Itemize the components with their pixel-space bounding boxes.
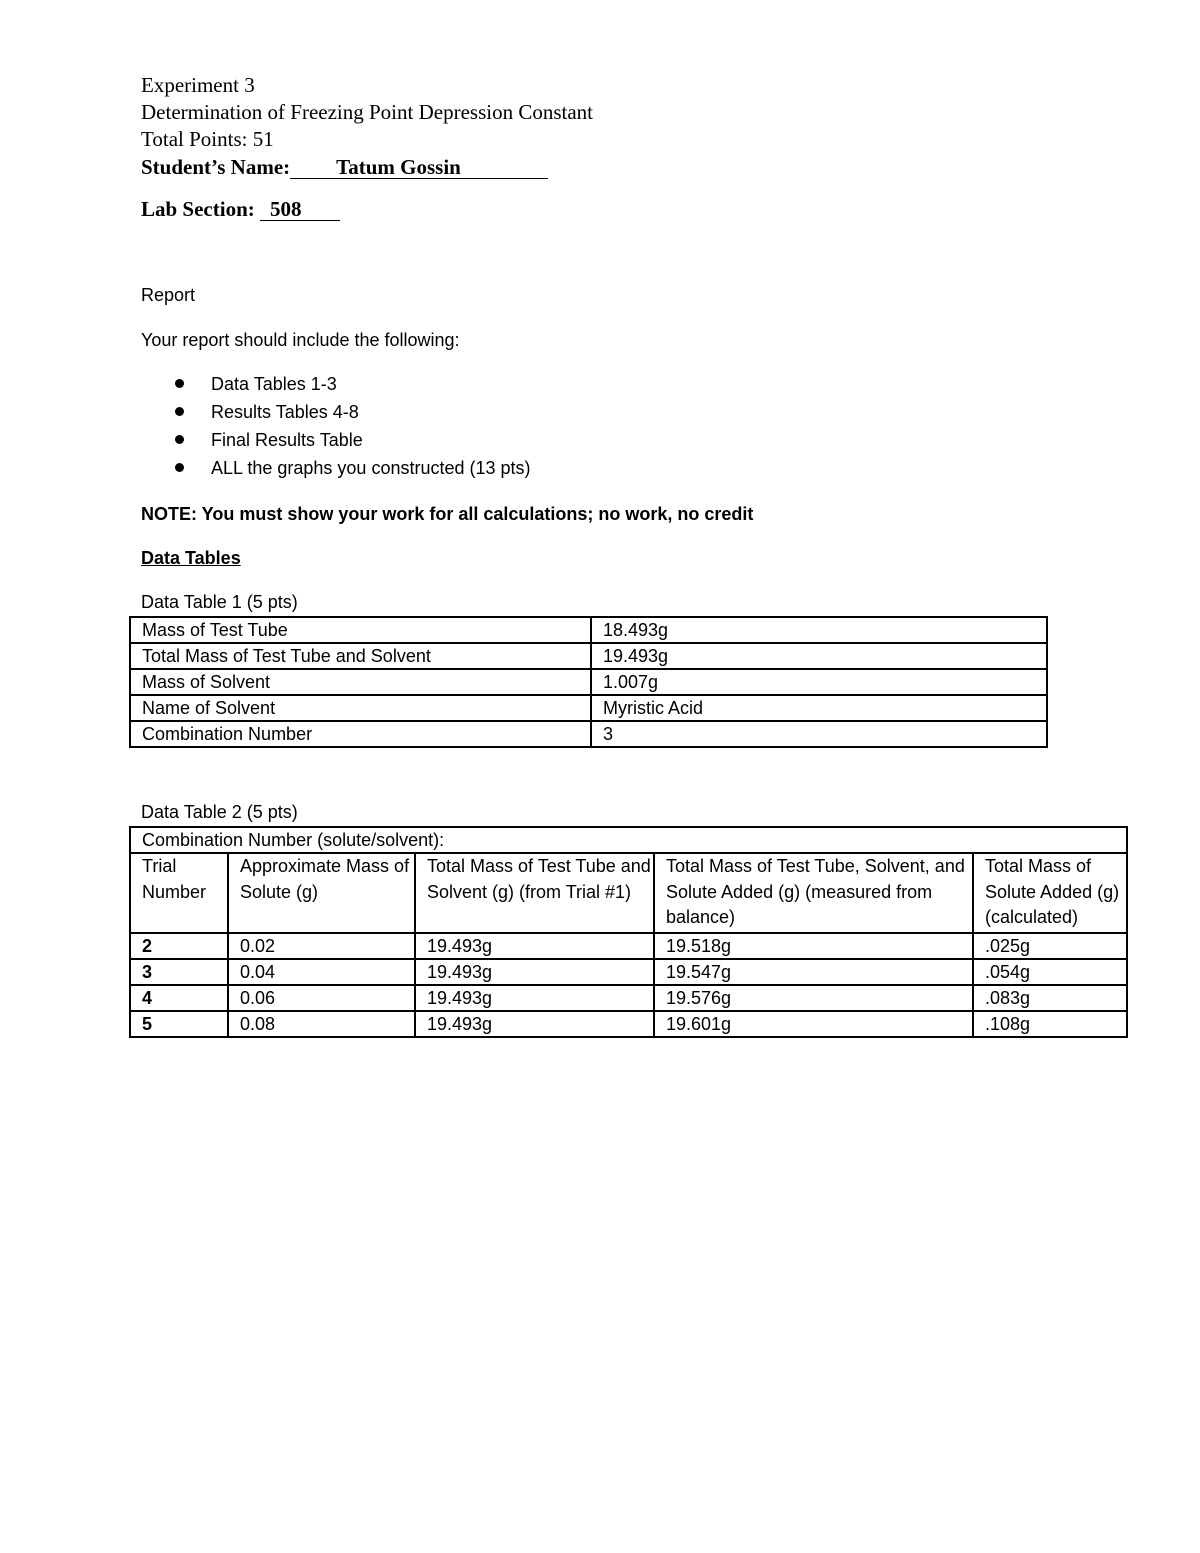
table-cell: .108g	[973, 1011, 1127, 1037]
data-table-1	[129, 616, 1048, 748]
table-row	[130, 827, 1127, 853]
student-name-field	[290, 156, 548, 179]
table-cell: 1.007g	[591, 669, 1047, 695]
table2-caption: Data Table 2 (5 pts)	[141, 802, 298, 822]
data-tables-heading: Data Tables	[141, 548, 241, 568]
table-cell: 2	[130, 933, 228, 959]
column-header: Total Mass of Test Tube, Solvent, and Solute Added (g) (measured from balance)	[654, 853, 973, 933]
lab-section-value: 508	[270, 197, 302, 221]
experiment-title: Determination of Freezing Point Depression Constant	[141, 100, 594, 124]
table-cell: 3	[130, 959, 228, 985]
column-header: Trial Number	[130, 853, 228, 933]
column-header: Approximate Mass of Solute (g)	[228, 853, 415, 933]
table-cell: Total Mass of Test Tube and Solvent	[130, 643, 591, 669]
total-points: Total Points: 51	[141, 127, 274, 151]
table-cell: 0.08	[228, 1011, 415, 1037]
table-cell: Myristic Acid	[591, 695, 1047, 721]
report-heading: Report	[141, 285, 196, 305]
table-row	[130, 721, 1047, 747]
data-table-2	[129, 826, 1128, 1038]
column-header: Total Mass of Solute Added (g) (calculated)	[973, 853, 1127, 933]
table1-caption: Data Table 1 (5 pts)	[141, 592, 298, 612]
table-row	[130, 617, 1047, 643]
table-row	[130, 669, 1047, 695]
table-cell: 0.02	[228, 933, 415, 959]
table-cell: 19.493g	[415, 985, 654, 1011]
column-header: Total Mass of Test Tube and Solvent (g) (from Trial #1)	[415, 853, 654, 933]
list-item: Results Tables 4-8	[141, 401, 531, 429]
table-header-row	[130, 853, 1127, 933]
table-cell: 19.518g	[654, 933, 973, 959]
lab-section-field	[260, 198, 340, 221]
table-cell: 19.576g	[654, 985, 973, 1011]
combination-label-cell: Combination Number (solute/solvent):	[130, 827, 1127, 853]
bullet-icon	[175, 435, 184, 444]
bullet-icon	[175, 379, 184, 388]
table-cell: .083g	[973, 985, 1127, 1011]
table-cell: 19.493g	[415, 959, 654, 985]
table-cell: 19.601g	[654, 1011, 973, 1037]
student-name-line	[141, 153, 1041, 181]
lab-section-line	[141, 195, 1041, 223]
list-item: Final Results Table	[141, 429, 531, 457]
table-cell: 0.04	[228, 959, 415, 985]
student-name-label: Student’s Name:	[141, 155, 291, 179]
table-cell: 5	[130, 1011, 228, 1037]
student-name-value: Tatum Gossin	[336, 155, 461, 179]
report-intro: Your report should include the following:	[141, 330, 460, 350]
list-item: Data Tables 1-3	[141, 373, 531, 401]
table-row	[130, 933, 1127, 959]
table-row	[130, 1011, 1127, 1037]
table-row	[130, 985, 1127, 1011]
work-note: NOTE: You must show your work for all calculations; no work, no credit	[141, 504, 754, 524]
document-header	[141, 72, 1041, 223]
table-cell: 19.493g	[591, 643, 1047, 669]
table-cell: Mass of Solvent	[130, 669, 591, 695]
table-cell: 18.493g	[591, 617, 1047, 643]
table-cell: 19.547g	[654, 959, 973, 985]
table-cell: 0.06	[228, 985, 415, 1011]
table-row	[130, 959, 1127, 985]
lab-section-label: Lab Section:	[141, 197, 261, 221]
bullet-icon	[175, 407, 184, 416]
table-cell: 4	[130, 985, 228, 1011]
table-cell: 19.493g	[415, 1011, 654, 1037]
table-cell: Mass of Test Tube	[130, 617, 591, 643]
table-cell: Name of Solvent	[130, 695, 591, 721]
bullet-icon	[175, 463, 184, 472]
experiment-number: Experiment 3	[141, 73, 255, 97]
list-item: ALL the graphs you constructed (13 pts)	[141, 457, 531, 485]
table-cell: Combination Number	[130, 721, 591, 747]
table-row	[130, 643, 1047, 669]
table-row	[130, 695, 1047, 721]
table-cell: .054g	[973, 959, 1127, 985]
table-cell: 3	[591, 721, 1047, 747]
table-cell: .025g	[973, 933, 1127, 959]
report-requirements-list	[141, 373, 531, 485]
table-cell: 19.493g	[415, 933, 654, 959]
